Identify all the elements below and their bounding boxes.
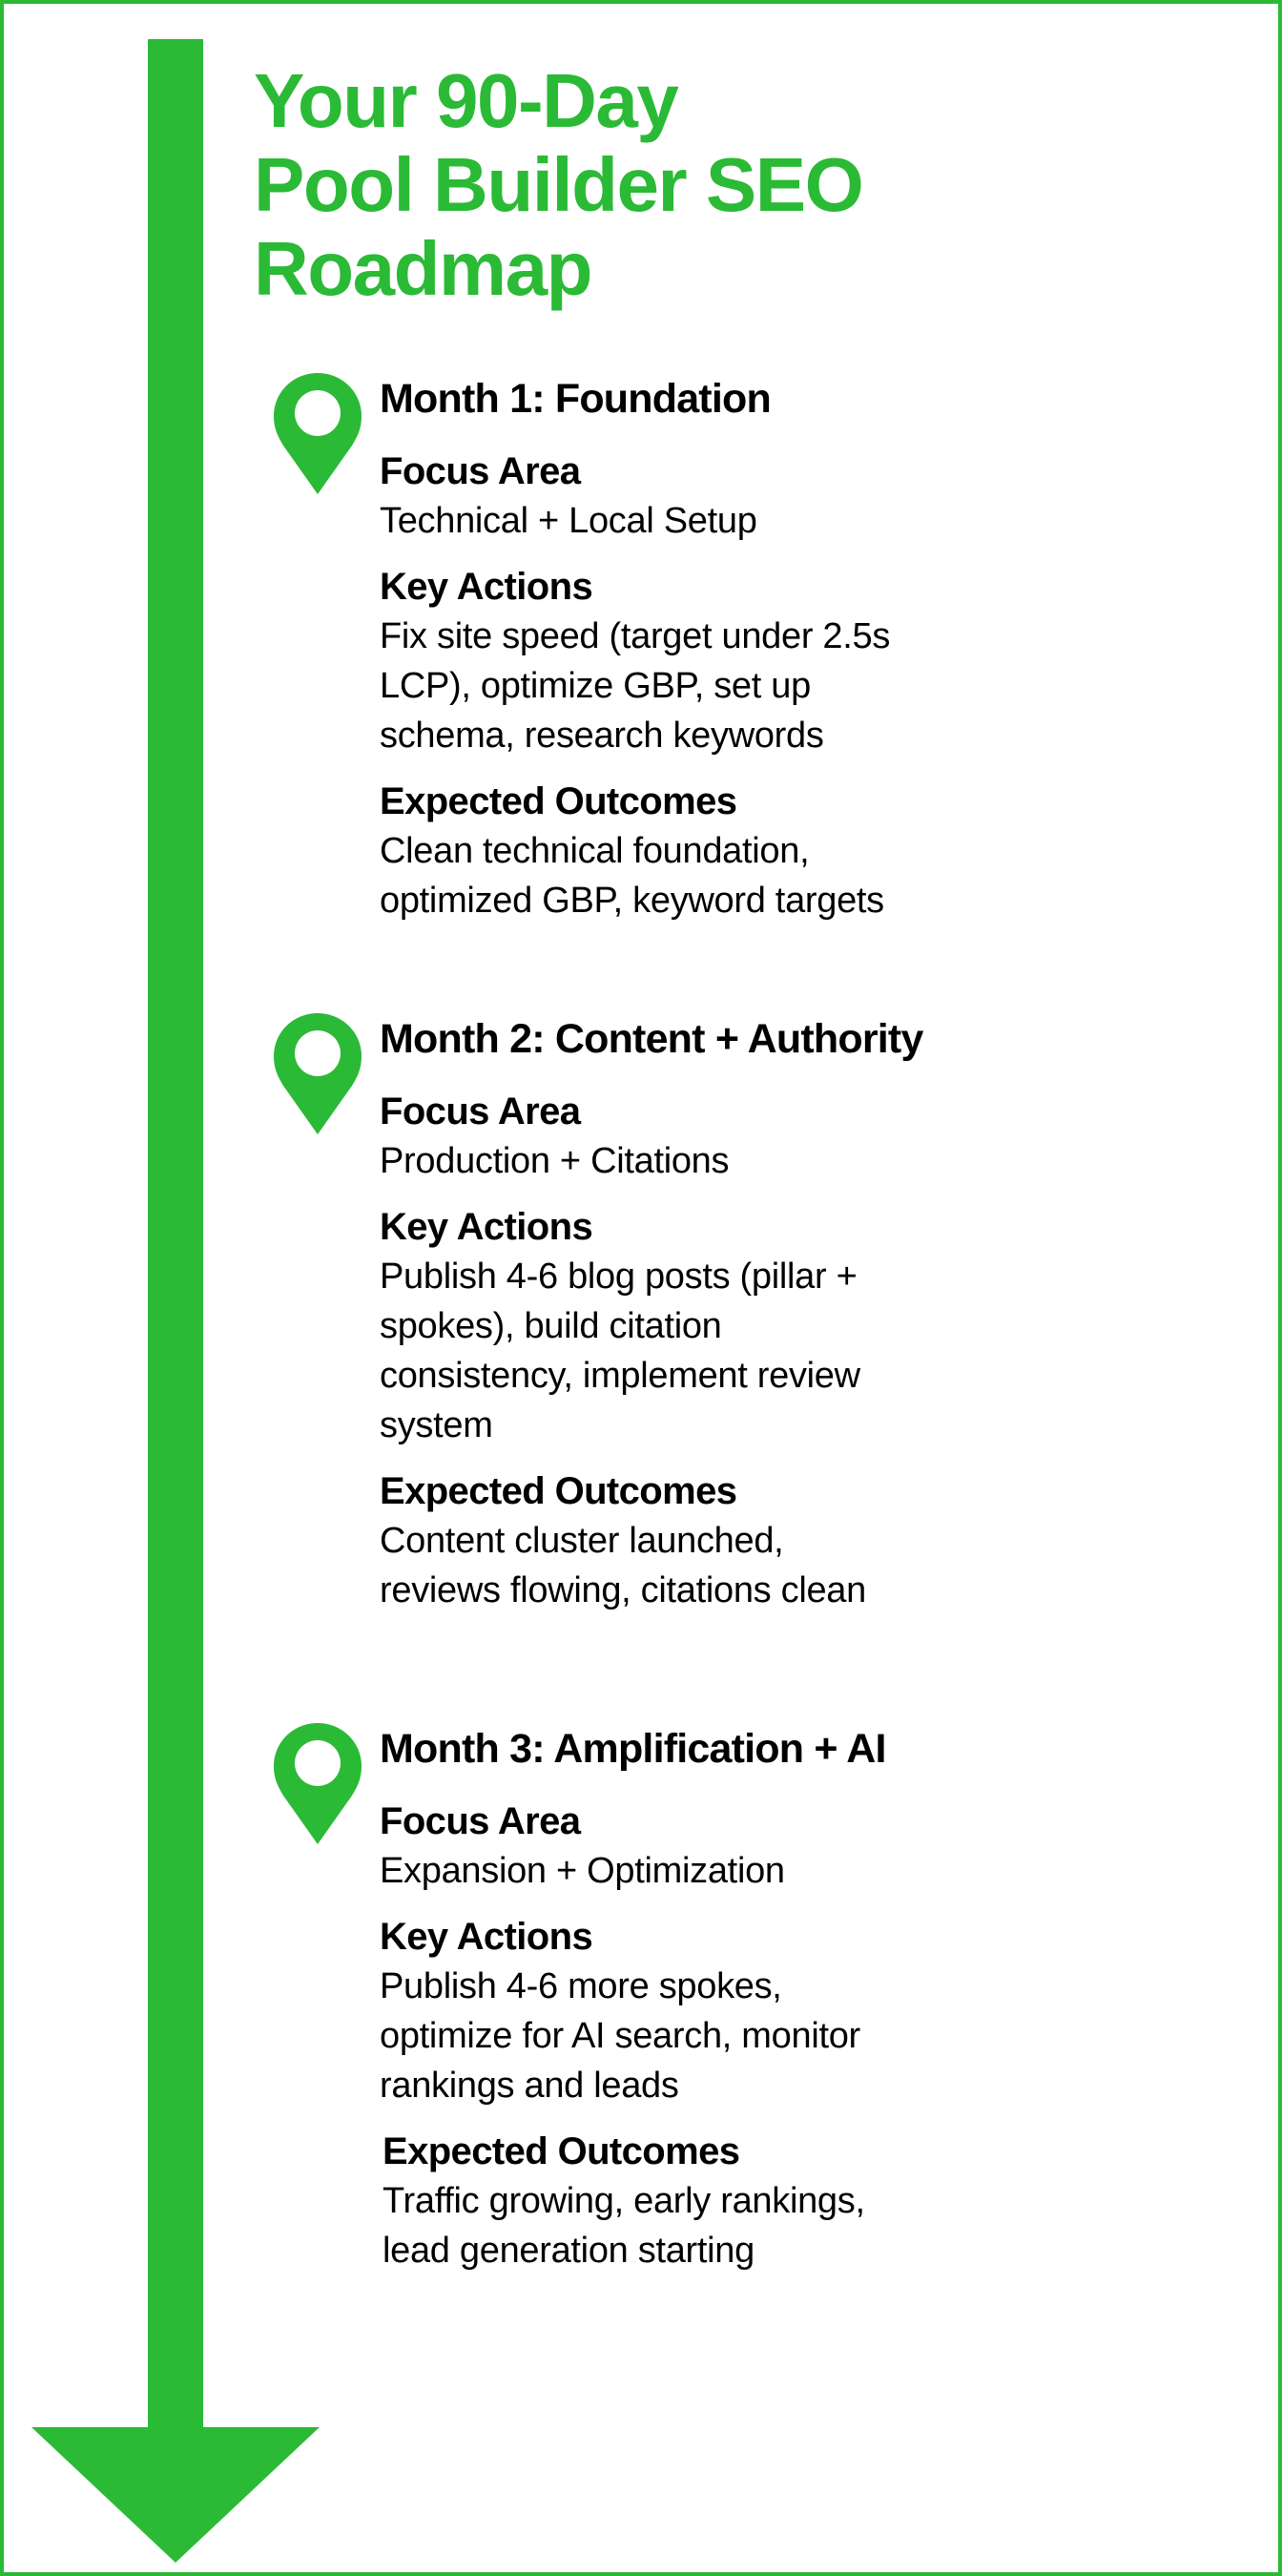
down-arrow-icon xyxy=(31,2427,320,2563)
expected-outcomes-text: Content cluster launched, reviews flowing, citations clean xyxy=(380,1521,866,1610)
focus-area-label: Focus Area xyxy=(380,1800,581,1842)
focus-area-label: Focus Area xyxy=(380,450,581,492)
key-actions-label: Key Actions xyxy=(380,1206,593,1248)
expected-outcomes-label: Expected Outcomes xyxy=(383,2130,740,2172)
key-actions-text: Fix site speed (target under 2.5s LCP), optimize GBP, set up schema, research keywords xyxy=(380,616,891,756)
expected-outcomes-group xyxy=(383,2127,1238,2275)
map-pin-icon xyxy=(274,1013,362,1134)
page-title xyxy=(254,59,862,311)
month-heading: Month 2: Content + Authority xyxy=(380,1016,923,1062)
key-actions-text: Publish 4-6 blog posts (pillar + spokes), build citation consistency, implement review system xyxy=(380,1257,860,1445)
month-heading: Month 1: Foundation xyxy=(380,376,771,422)
expected-outcomes-text: Traffic growing, early rankings, lead generation starting xyxy=(383,2181,865,2271)
focus-area-label: Focus Area xyxy=(380,1091,581,1132)
title-line: Pool Builder SEO xyxy=(254,142,863,227)
title-line: Roadmap xyxy=(254,226,591,311)
expected-outcomes-label: Expected Outcomes xyxy=(380,1470,737,1512)
month-heading: Month 3: Amplification + AI xyxy=(380,1726,886,1772)
focus-area-text: Production + Citations xyxy=(380,1141,730,1181)
month-3-content xyxy=(380,1724,1238,2275)
map-pin-icon xyxy=(274,1723,362,1844)
focus-area-text: Expansion + Optimization xyxy=(380,1851,785,1891)
expected-outcomes-text: Clean technical foundation, optimized GBP, keyword targets xyxy=(380,831,884,921)
title-line: Your 90-Day xyxy=(254,58,678,143)
timeline-arrow-shaft xyxy=(148,39,203,2430)
key-actions-label: Key Actions xyxy=(380,566,593,608)
map-pin-icon xyxy=(274,373,362,494)
key-actions-label: Key Actions xyxy=(380,1916,593,1958)
month-2-content xyxy=(380,1014,1238,1615)
focus-area-text: Technical + Local Setup xyxy=(380,501,757,541)
expected-outcomes-label: Expected Outcomes xyxy=(380,780,737,822)
key-actions-text: Publish 4-6 more spokes, optimize for AI search, monitor rankings and leads xyxy=(380,1966,860,2106)
month-1-content xyxy=(380,374,1238,925)
